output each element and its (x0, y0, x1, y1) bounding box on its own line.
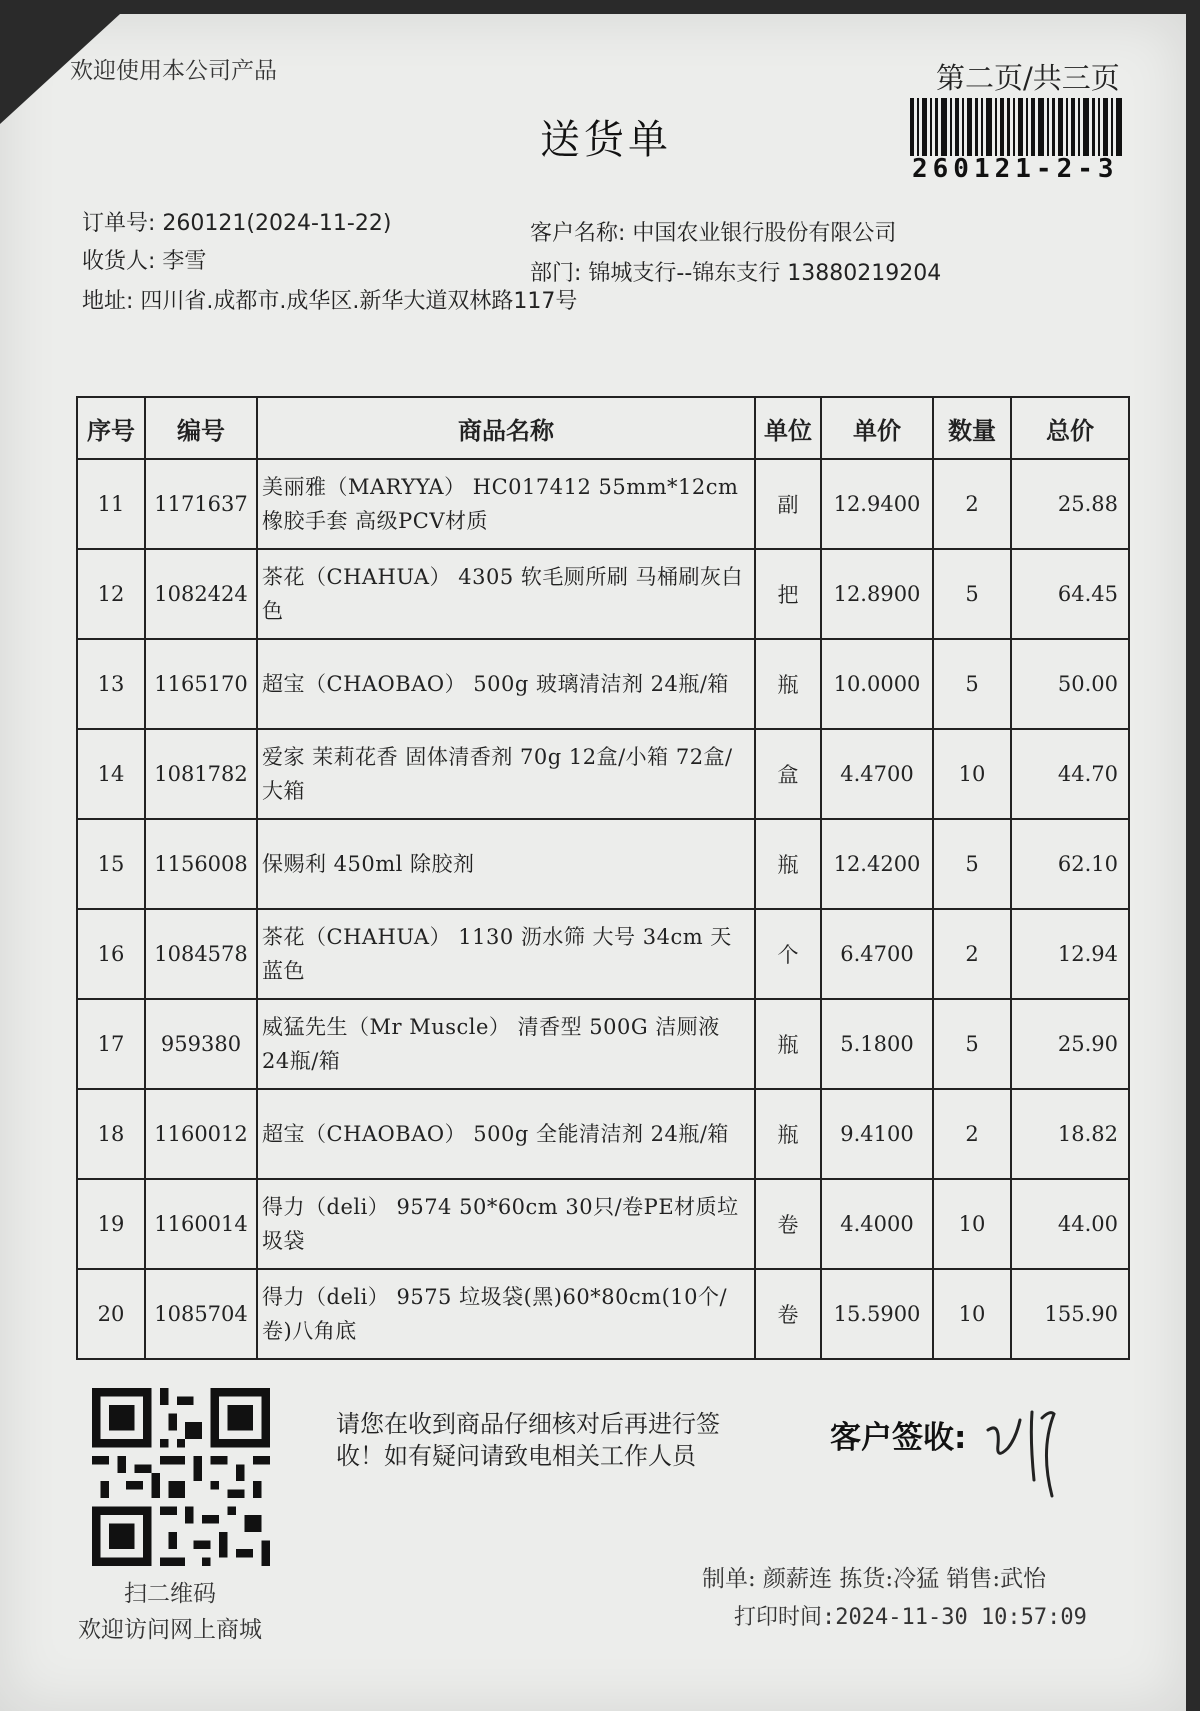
cell-price: 4.4700 (821, 729, 933, 819)
cell-name: 保赐利 450ml 除胶剂 (257, 819, 755, 909)
qr-caption-line2: 欢迎访问网上商城 (78, 1617, 262, 1643)
cell-price: 10.0000 (821, 639, 933, 729)
cell-price: 12.8900 (821, 549, 933, 639)
cell-seq: 19 (77, 1179, 145, 1269)
address (82, 284, 577, 315)
cell-total: 50.00 (1011, 639, 1129, 729)
customer-name (530, 216, 896, 247)
cell-seq: 17 (77, 999, 145, 1089)
header-price: 单价 (821, 397, 933, 459)
table-row (77, 1269, 1129, 1359)
cell-code: 1171637 (145, 459, 257, 549)
cell-total: 44.70 (1011, 729, 1129, 819)
table-row (77, 639, 1129, 729)
cell-code: 1081782 (145, 729, 257, 819)
cell-code: 959380 (145, 999, 257, 1089)
customer-label: 客户名称: (530, 221, 626, 246)
table-row (77, 459, 1129, 549)
cell-price: 9.4100 (821, 1089, 933, 1179)
table-row (77, 549, 1129, 639)
table-row (77, 999, 1129, 1089)
address-label: 地址: (82, 289, 134, 314)
department-value: 锦城支行--锦东支行 13880219204 (588, 261, 942, 286)
receiver-label: 收货人: (82, 249, 156, 274)
qr-caption-line1: 扫二维码 (124, 1581, 216, 1607)
cell-qty: 5 (933, 639, 1011, 729)
cell-qty: 5 (933, 999, 1011, 1089)
header-unit: 单位 (755, 397, 821, 459)
cell-seq: 12 (77, 549, 145, 639)
customer-value: 中国农业银行股份有限公司 (632, 221, 897, 246)
print-time: 打印时间:2024-11-30 10:57:09 (734, 1605, 1087, 1630)
table-header-row (77, 397, 1129, 459)
staff-line: 制单: 颜薪连 拣货:冷猛 销售:武怡 (702, 1566, 1047, 1592)
cell-code: 1082424 (145, 549, 257, 639)
goods-table (76, 396, 1128, 1360)
cell-qty: 5 (933, 819, 1011, 909)
cell-total: 25.90 (1011, 999, 1129, 1089)
cell-name: 爱家 茉莉花香 固体清香剂 70g 12盒/小箱 72盒/大箱 (257, 729, 755, 819)
table-row (77, 729, 1129, 819)
cell-seq: 15 (77, 819, 145, 909)
address-value: 四川省.成都市.成华区.新华大道双林路117号 (140, 289, 578, 314)
receiver-value: 李雪 (162, 249, 207, 274)
cell-unit: 把 (755, 549, 821, 639)
cell-name: 得力（deli） 9575 垃圾袋(黑)60*80cm(10个/卷)八角底 (257, 1269, 755, 1359)
order-number-value: 260121(2024-11-22) (162, 211, 392, 236)
qr-code-icon (92, 1388, 270, 1566)
header-seq: 序号 (77, 397, 145, 459)
cell-unit: 副 (755, 459, 821, 549)
cell-unit: 盒 (755, 729, 821, 819)
cell-total: 155.90 (1011, 1269, 1129, 1359)
cell-name: 威猛先生（Mr Muscle） 清香型 500G 洁厕液 24瓶/箱 (257, 999, 755, 1089)
welcome-text: 欢迎使用本公司产品 (70, 58, 277, 84)
cell-unit: 卷 (755, 1179, 821, 1269)
cell-code: 1085704 (145, 1269, 257, 1359)
cell-total: 12.94 (1011, 909, 1129, 999)
order-number (82, 206, 391, 237)
table-row (77, 1089, 1129, 1179)
cell-name: 超宝（CHAOBAO） 500g 全能清洁剂 24瓶/箱 (257, 1089, 755, 1179)
cell-name: 茶花（CHAHUA） 4305 软毛厕所刷 马桶刷灰白色 (257, 549, 755, 639)
cell-name: 美丽雅（MARYYA） HC017412 55mm*12cm 橡胶手套 高级PCV材质 (257, 459, 755, 549)
cell-total: 25.88 (1011, 459, 1129, 549)
cell-qty: 2 (933, 459, 1011, 549)
cell-price: 6.4700 (821, 909, 933, 999)
cell-price: 12.9400 (821, 459, 933, 549)
cell-price: 5.1800 (821, 999, 933, 1089)
cell-qty: 2 (933, 909, 1011, 999)
cell-unit: 瓶 (755, 999, 821, 1089)
document-title: 送货单 (540, 117, 672, 163)
header-code: 编号 (145, 397, 257, 459)
cell-code: 1156008 (145, 819, 257, 909)
barcode-number: 260121-2-3 (912, 154, 1119, 184)
department-label: 部门: (530, 261, 582, 286)
cell-seq: 13 (77, 639, 145, 729)
customer-signature-label: 客户签收: (830, 1420, 967, 1456)
cell-total: 44.00 (1011, 1179, 1129, 1269)
header-total: 总价 (1011, 397, 1129, 459)
cell-qty: 10 (933, 1269, 1011, 1359)
cell-name: 得力（deli） 9574 50*60cm 30只/卷PE材质垃圾袋 (257, 1179, 755, 1269)
cell-seq: 14 (77, 729, 145, 819)
cell-seq: 18 (77, 1089, 145, 1179)
table-row (77, 909, 1129, 999)
cell-price: 12.4200 (821, 819, 933, 909)
qr-caption (78, 1576, 262, 1648)
check-notice: 请您在收到商品仔细核对后再进行签收！如有疑问请致电相关工作人员 (336, 1410, 720, 1470)
cell-seq: 16 (77, 909, 145, 999)
header-name: 商品名称 (257, 397, 755, 459)
table-row (77, 819, 1129, 909)
cell-name: 超宝（CHAOBAO） 500g 玻璃清洁剂 24瓶/箱 (257, 639, 755, 729)
cell-price: 15.5900 (821, 1269, 933, 1359)
cell-unit: 个 (755, 909, 821, 999)
header-qty: 数量 (933, 397, 1011, 459)
cell-name: 茶花（CHAHUA） 1130 沥水筛 大号 34cm 天蓝色 (257, 909, 755, 999)
cell-qty: 10 (933, 729, 1011, 819)
cell-price: 4.4000 (821, 1179, 933, 1269)
cell-qty: 5 (933, 549, 1011, 639)
cell-unit: 瓶 (755, 1089, 821, 1179)
cell-seq: 20 (77, 1269, 145, 1359)
page-indicator: 第二页/共三页 (936, 61, 1120, 95)
cell-unit: 瓶 (755, 639, 821, 729)
cell-total: 64.45 (1011, 549, 1129, 639)
cell-code: 1165170 (145, 639, 257, 729)
cell-unit: 卷 (755, 1269, 821, 1359)
cell-qty: 10 (933, 1179, 1011, 1269)
cell-seq: 11 (77, 459, 145, 549)
receiver (82, 244, 206, 275)
cell-qty: 2 (933, 1089, 1011, 1179)
table-row (77, 1179, 1129, 1269)
handwritten-signature (980, 1400, 1080, 1500)
cell-unit: 瓶 (755, 819, 821, 909)
cell-code: 1084578 (145, 909, 257, 999)
barcode-icon (910, 98, 1122, 156)
cell-code: 1160012 (145, 1089, 257, 1179)
department (530, 256, 941, 287)
order-number-label: 订单号: (82, 211, 156, 236)
cell-total: 62.10 (1011, 819, 1129, 909)
cell-code: 1160014 (145, 1179, 257, 1269)
cell-total: 18.82 (1011, 1089, 1129, 1179)
